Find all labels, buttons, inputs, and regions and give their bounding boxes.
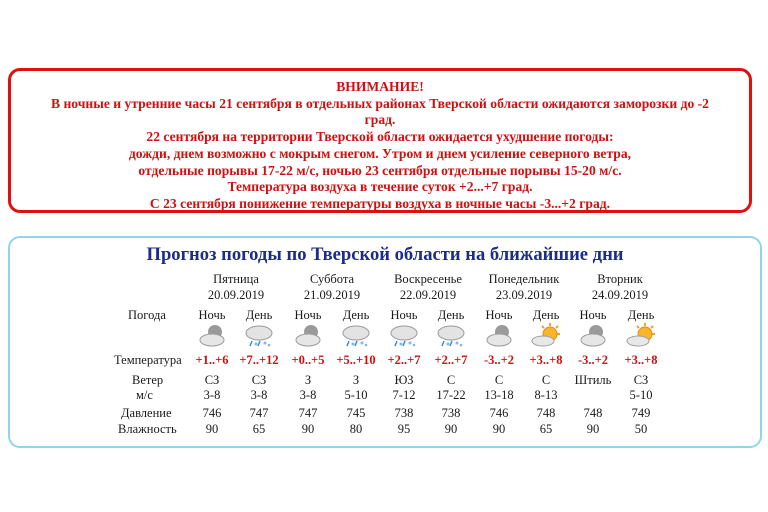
wind-speed: 7-12 <box>392 388 416 402</box>
wind-label: Ветер <box>132 373 164 387</box>
wind-speed: 3-8 <box>203 388 221 402</box>
humidity-label: Влажность <box>118 422 177 436</box>
wind-speed: 5-10 <box>629 388 653 402</box>
wind-direction: Штиль <box>574 373 612 387</box>
humidity-value: 65 <box>539 422 553 436</box>
cloud-rain-snow-icon <box>388 323 420 347</box>
wind-direction: С <box>494 373 504 387</box>
pressure-value: 738 <box>441 406 461 420</box>
temperature-value: +7..+12 <box>239 353 279 367</box>
wind-direction: СЗ <box>204 373 220 387</box>
period-label: Ночь <box>198 308 226 322</box>
pressure-value: 747 <box>249 406 269 420</box>
period-label: День <box>245 308 273 322</box>
cloud-rain-snow-icon <box>435 323 467 347</box>
day-date: 22.09.2019 <box>399 288 457 302</box>
day-name: Вторник <box>597 272 643 286</box>
day-date: 24.09.2019 <box>591 288 649 302</box>
temperature-value: +0..+5 <box>291 353 325 367</box>
warning-heading: ВНИМАНИЕ! <box>336 79 424 94</box>
warning-line: град. <box>364 112 396 128</box>
warning-line: С 23 сентября понижение температуры воздуха в ночные часы -3...+2 град. <box>149 195 611 211</box>
moon-cloud-icon <box>292 323 324 347</box>
day-date: 21.09.2019 <box>303 288 361 302</box>
warning-line: В ночные и утренние часы 21 сентября в отдельных районах Тверской области ожидаются заморозки до -2 <box>51 95 709 111</box>
pressure-value: 747 <box>298 406 318 420</box>
day-date: 23.09.2019 <box>495 288 553 302</box>
cloud-rain-snow-icon <box>340 323 372 347</box>
wind-direction: ЮЗ <box>394 373 414 387</box>
day-name: Воскресенье <box>394 272 462 286</box>
temperature-value: +5..+10 <box>336 353 376 367</box>
wind-direction: З <box>352 373 360 387</box>
pressure-value: 749 <box>631 406 651 420</box>
pressure-value: 745 <box>346 406 366 420</box>
moon-cloud-icon <box>577 323 609 347</box>
temperature-value: +3..+8 <box>624 353 658 367</box>
pressure-value: 748 <box>583 406 603 420</box>
wind-speed: 8-13 <box>534 388 558 402</box>
period-label: День <box>627 308 655 322</box>
pressure-value: 746 <box>489 406 509 420</box>
cloud-rain-snow-icon <box>243 323 275 347</box>
wind-direction: З <box>304 373 312 387</box>
humidity-value: 90 <box>301 422 315 436</box>
wind-direction: СЗ <box>251 373 267 387</box>
wind-speed: 3-8 <box>250 388 268 402</box>
sun-cloud-icon <box>625 323 657 347</box>
temperature-value: +3..+8 <box>529 353 563 367</box>
humidity-value: 90 <box>586 422 600 436</box>
period-label: День <box>342 308 370 322</box>
weather-warning-box <box>8 68 752 213</box>
moon-cloud-icon <box>483 323 515 347</box>
humidity-value: 50 <box>634 422 648 436</box>
pressure-value: 748 <box>536 406 556 420</box>
pressure-value: 738 <box>394 406 414 420</box>
period-label: Ночь <box>390 308 418 322</box>
period-label: Ночь <box>294 308 322 322</box>
wind-unit-label: м/с <box>136 388 153 402</box>
forecast-title: Прогноз погоды по Тверской области на ближайшие дни <box>146 244 624 265</box>
moon-cloud-icon <box>196 323 228 347</box>
period-label: День <box>437 308 465 322</box>
warning-line: 22 сентября на территории Тверской области ожидается ухудшение погоды: <box>146 129 614 145</box>
day-date: 20.09.2019 <box>207 288 265 302</box>
pressure-value: 746 <box>202 406 222 420</box>
wind-direction: С <box>541 373 551 387</box>
period-label: День <box>532 308 560 322</box>
day-name: Понедельник <box>488 272 560 286</box>
temperature-value: +2..+7 <box>434 353 468 367</box>
wind-direction: СЗ <box>633 373 649 387</box>
period-label: Ночь <box>579 308 607 322</box>
humidity-value: 90 <box>444 422 458 436</box>
wind-speed: 17-22 <box>436 388 466 402</box>
pressure-label: Давление <box>121 406 172 420</box>
sun-cloud-icon <box>530 323 562 347</box>
weather-label: Погода <box>128 308 166 322</box>
day-name: Пятница <box>213 272 259 286</box>
humidity-value: 90 <box>492 422 506 436</box>
temperature-label: Температура <box>114 353 182 367</box>
warning-line: Температура воздуха в течение суток +2...+7 град. <box>227 179 533 195</box>
period-label: Ночь <box>485 308 513 322</box>
humidity-value: 80 <box>349 422 363 436</box>
forecast-panel <box>8 236 762 448</box>
wind-speed: 13-18 <box>484 388 514 402</box>
humidity-value: 95 <box>397 422 411 436</box>
wind-speed: 5-10 <box>344 388 368 402</box>
humidity-value: 90 <box>205 422 219 436</box>
temperature-value: +1..+6 <box>195 353 229 367</box>
temperature-value: -3..+2 <box>577 353 609 367</box>
temperature-value: -3..+2 <box>483 353 515 367</box>
warning-line: дожди, днем возможно с мокрым снегом. Утром и днем усиление северного ветра, <box>128 145 632 161</box>
temperature-value: +2..+7 <box>387 353 421 367</box>
humidity-value: 65 <box>252 422 266 436</box>
wind-direction: С <box>446 373 456 387</box>
wind-speed: 3-8 <box>299 388 317 402</box>
day-name: Суббота <box>309 272 355 286</box>
warning-line: отдельные порывы 17-22 м/с, ночью 23 сентября отдельные порывы 15-20 м/с. <box>138 162 622 178</box>
